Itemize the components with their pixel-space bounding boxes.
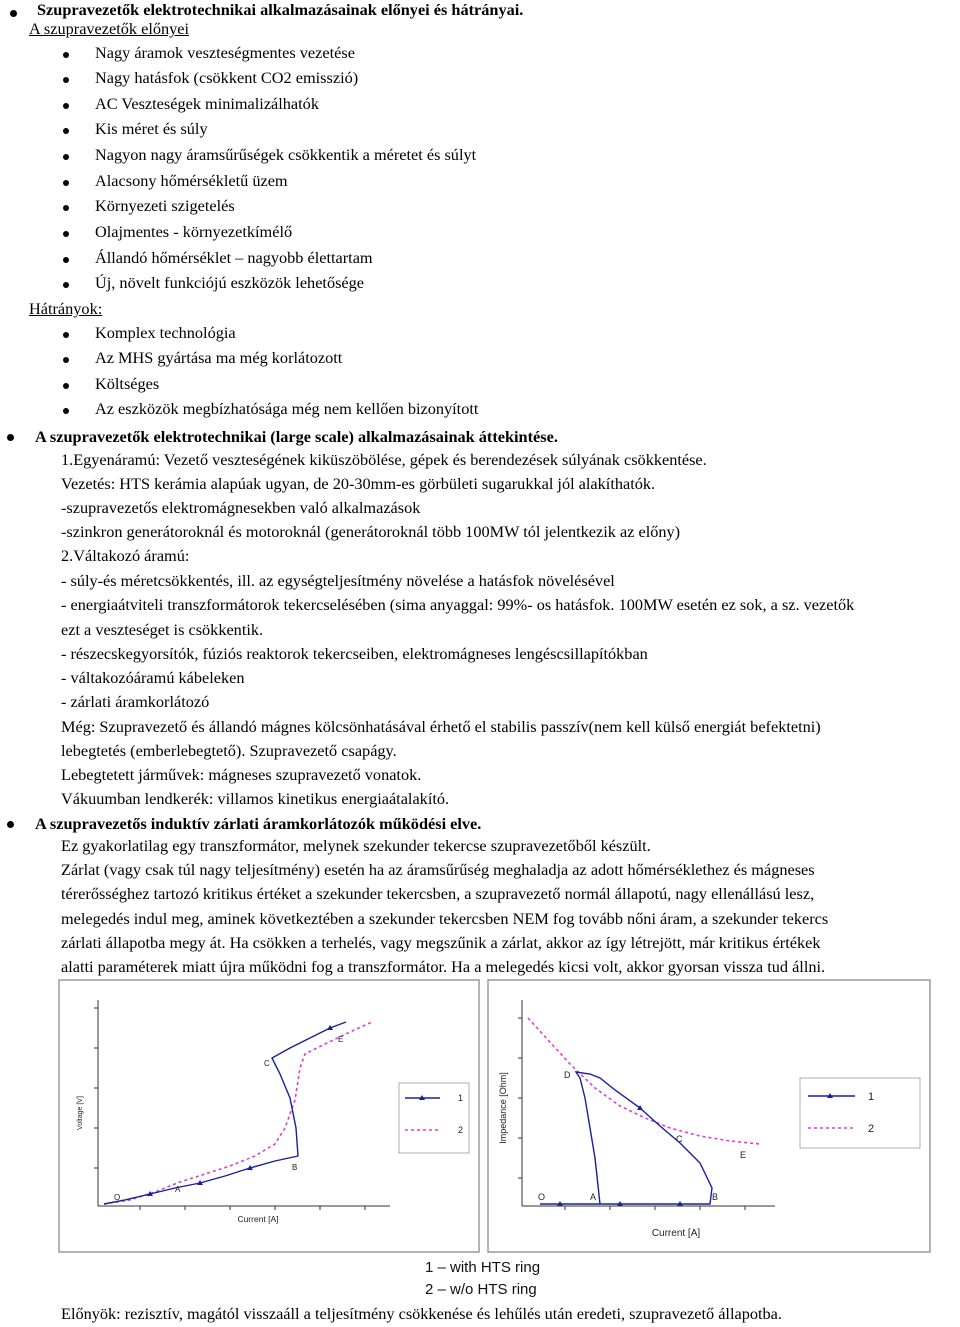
point-label-A: A: [590, 1192, 597, 1202]
right-chart: [488, 980, 930, 1252]
section1-heading: Szupravezetők elektrotechnikai alkalmazásainak előnyei és hátrányai.: [37, 0, 524, 19]
list-item-text: Új, növelt funkciójú eszközök lehetősége: [95, 273, 365, 292]
point-label-O: O: [114, 1193, 121, 1202]
list-item-text: Az eszközök megbízhatósága még nem kellően bizonyított: [95, 399, 479, 418]
paragraph-line: - váltakozóáramú kábeleken: [61, 668, 245, 687]
point-label-E: E: [740, 1150, 747, 1160]
disadvantages-title: Hátrányok:: [29, 299, 103, 318]
paragraph-line: -szupravezetős elektromágnesekben való alkalmazások: [61, 498, 421, 517]
paragraph-line: 1.Egyenáramú: Vezető veszteségének kiküszöbölése, gépek és berendezések súlyának csökkentése.: [61, 450, 707, 469]
footer-line: Előnyök: rezisztív, magától visszaáll a teljesítmény csökkenése és lehűlés után eredeti, szupravezető állapotba.: [61, 1304, 782, 1323]
list-item-text: Nagy áramok veszteségmentes vezetése: [95, 43, 355, 62]
list-item-text: Nagy hatásfok (csökkent CO2 emisszió): [95, 68, 359, 87]
paragraph-line: Vákuumban lendkerék: villamos kinetikus energiaátalakító.: [61, 789, 450, 808]
paragraph-line: ezt a veszteséget is csökkentik.: [61, 620, 264, 639]
paragraph-line: -szinkron generátoroknál és motoroknál (generátoroknál több 100MW tól jelentkezik az előny): [61, 522, 681, 541]
list-item-text: Komplex technológia: [95, 323, 236, 342]
point-label-B: B: [712, 1192, 719, 1202]
paragraph-line: - részecskegyorsítók, fúziós reaktorok tekercseiben, elektromágneses lengéscsillapítókban: [61, 644, 648, 663]
figure-caption-2: 2 – w/o HTS ring: [425, 1281, 537, 1298]
paragraph-line: - energiaátviteli transzformátorok tekercselésében (sima anyaggal: 99%- os hatásfok. 100MW esetén ez sok, a sz. vezetők: [61, 595, 855, 614]
list-item-text: Nagyon nagy áramsűrűségek csökkentik a méretet és súlyt: [95, 145, 477, 164]
list-item-text: Állandó hőmérséklet – nagyobb élettartam: [95, 248, 373, 267]
paragraph-line: Vezetés: HTS kerámia alapúak ugyan, de 20-30mm-es görbületi sugarukkal jól alakíthatók.: [61, 474, 656, 493]
paragraph-line: zárlati állapotba megy át. Ha csökken a terhelés, vagy megszűnik a zárlat, akkor az így létrejött, már kritikus értékek: [61, 933, 821, 952]
right-legend: [800, 1078, 920, 1148]
right-xlabel: Current [A]: [651, 1228, 701, 1239]
left-series-2: [104, 1022, 372, 1204]
point-label-D: D: [564, 1070, 571, 1080]
list-item-text: Az MHS gyártása ma még korlátozott: [95, 348, 343, 367]
paragraph-line: - zárlati áramkorlátozó: [61, 692, 210, 711]
right-legend-key-2: 2: [868, 1123, 875, 1135]
point-label-E: E: [338, 1035, 344, 1044]
list-item-text: AC Veszteségek minimalizálhatók: [95, 94, 319, 113]
right-ylabel: Impedance [Ohm]: [498, 1072, 508, 1144]
advantages-title: A szupravezetők előnyei: [29, 19, 190, 38]
right-series-2: [528, 1018, 760, 1144]
point-label-C: C: [676, 1134, 683, 1144]
left-legend-key-2: 2: [458, 1125, 464, 1135]
list-item-text: Kis méret és súly: [95, 119, 208, 138]
section2-heading: A szupravezetők elektrotechnikai (large scale) alkalmazásainak áttekintése.: [35, 427, 558, 446]
list-item-text: Környezeti szigetelés: [95, 196, 235, 215]
figure-caption-1: 1 – with HTS ring: [425, 1259, 541, 1276]
left-xlabel: Current [A]: [237, 1214, 279, 1224]
paragraph-line: térerősséghez tartozó kritikus értéket a szekunder tekercsben, a szupravezető normál állapotú, nagy ellenállású lesz,: [61, 884, 815, 903]
right-legend-key-1: 1: [868, 1091, 875, 1103]
paragraph-line: lebegtetés (emberlebegtető). Szupravezető csapágy.: [61, 741, 397, 760]
paragraph-line: alatti paraméterek miatt újra működni fog a transzformátor. Ha a melegedés kicsi volt, akkor gyorsan vissza tud állni.: [61, 957, 826, 976]
list-item-text: Alacsony hőmérsékletű üzem: [95, 171, 288, 190]
section3-heading: A szupravezetős induktív zárlati áramkorlátozók működési elve.: [35, 814, 482, 833]
paragraph-line: Lebegtetett járművek: mágneses szupravezető vonatok.: [61, 765, 422, 784]
right-series-1: [540, 1072, 712, 1204]
left-legend-key-1: 1: [458, 1093, 464, 1103]
paragraph-line: - súly-és méretcsökkentés, ill. az egységteljesítmény növelése a hatásfok növelésével: [61, 571, 615, 590]
left-ylabel: Voltage [V]: [77, 1096, 84, 1130]
point-label-O: O: [538, 1192, 546, 1202]
paragraph-line: Ez gyakorlatilag egy transzformátor, melynek szekunder tekercse szupravezetőből készült.: [61, 836, 651, 855]
list-item-text: Költséges: [95, 374, 160, 393]
list-item-text: Olajmentes - környezetkímélő: [95, 222, 293, 241]
left-series-1: [104, 1022, 346, 1204]
left-chart: [59, 980, 479, 1252]
paragraph-line: Még: Szupravezető és állandó mágnes kölcsönhatásával érhető el stabilis passzív(nem kell külső energiát befektetni): [61, 717, 821, 736]
point-label-B: B: [292, 1163, 298, 1172]
paragraph-line: melegedés indul meg, aminek következtében a szekunder tekercsben NEM fog tovább nőni áram, a szekunder tekercs: [61, 909, 829, 928]
point-label-A: A: [175, 1185, 181, 1194]
paragraph-line: 2.Váltakozó áramú:: [61, 546, 190, 565]
paragraph-line: Zárlat (vagy csak túl nagy teljesítmény) esetén ha az áramsűrűség meghaladja az adott hőmérséklethez és mágneses: [61, 860, 815, 879]
fcl-figure: [0, 978, 960, 1308]
point-label-C: C: [264, 1059, 270, 1068]
